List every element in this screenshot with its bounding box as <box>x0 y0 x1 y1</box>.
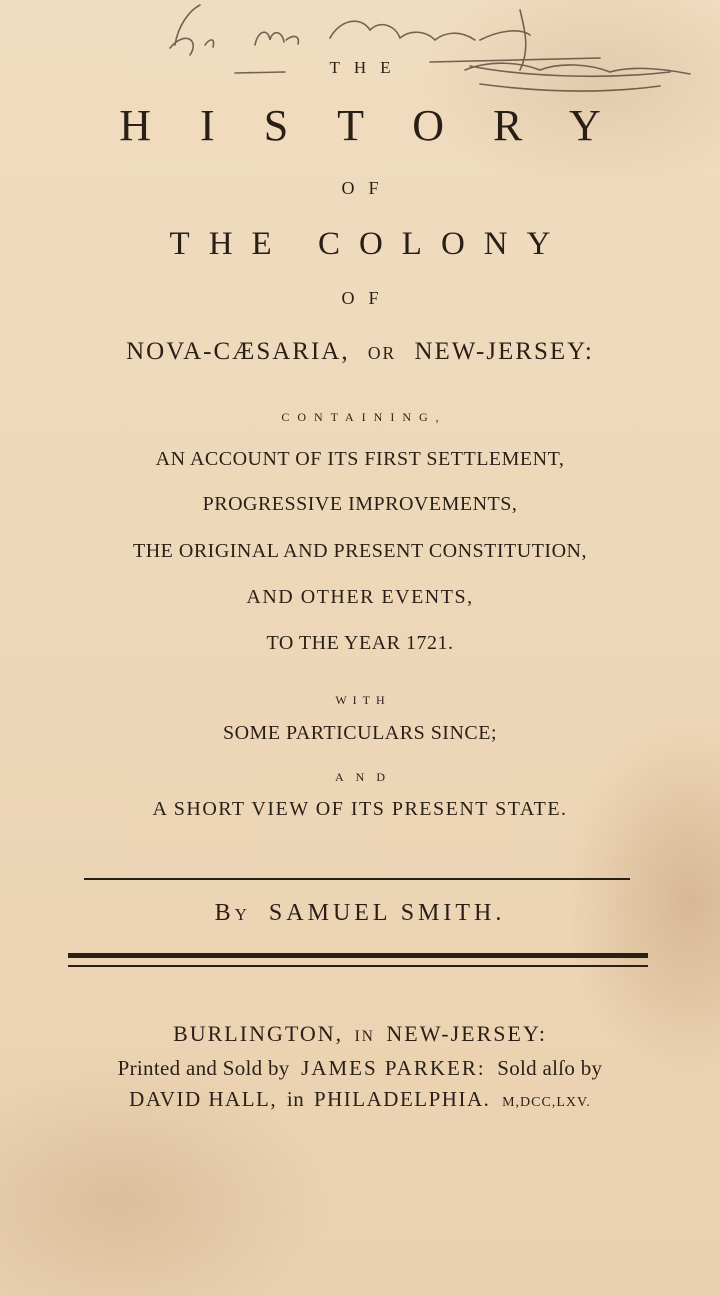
contents-line-1: AN ACCOUNT OF ITS FIRST SETTLEMENT, <box>155 448 565 470</box>
imprint-seller <box>0 1087 720 1112</box>
title-colony-name <box>0 338 720 366</box>
imprint-in-2: in <box>286 1087 305 1111</box>
signature-strokes <box>170 5 690 91</box>
contents-line-3: THE ORIGINAL AND PRESENT CONSTITUTION, <box>133 540 587 562</box>
author-name: SAMUEL SMITH. <box>268 900 506 926</box>
contents-line-6: SOME PARTICULARS SINCE; <box>222 722 498 744</box>
title-or: OR <box>367 343 397 363</box>
contents-line-4: AND OTHER EVENTS, <box>246 586 474 608</box>
contents-line-5: TO THE YEAR 1721. <box>266 632 454 654</box>
author-by: By <box>214 900 251 926</box>
nova-caesaria: NOVA-CÆSARIA, <box>126 338 350 365</box>
contents-line-7: A SHORT VIEW OF ITS PRESENT STATE. <box>152 798 568 820</box>
author-line <box>0 900 720 927</box>
contents-line-2: PROGRESSIVE IMPROVEMENTS, <box>202 493 518 515</box>
imprint-date: M,DCC,LXV. <box>502 1095 591 1110</box>
rule-below-author-thin <box>68 965 648 967</box>
imprint-david-hall: DAVID HALL, <box>129 1087 278 1111</box>
rule-above-author <box>84 878 630 880</box>
with-label: WITH <box>335 693 391 707</box>
title-of-1: OF <box>341 178 393 198</box>
imprint-place <box>0 1021 720 1047</box>
and-label: AND <box>335 770 397 784</box>
rule-below-author-thick <box>68 953 648 958</box>
title-of-2: OF <box>341 288 393 308</box>
imprint-printer <box>0 1056 720 1081</box>
imprint-new-jersey: NEW-JERSEY: <box>386 1021 547 1046</box>
handwritten-inscription <box>0 0 720 100</box>
title-the-colony: THE COLONY <box>169 226 570 262</box>
new-jersey: NEW-JERSEY: <box>414 338 594 365</box>
title-history: HISTORY <box>119 101 650 150</box>
imprint-burlington: BURLINGTON, <box>173 1021 344 1046</box>
imprint-philadelphia: PHILADELPHIA. <box>313 1087 491 1111</box>
containing-label: CONTAINING, <box>281 410 447 424</box>
title-the: THE <box>329 58 405 77</box>
imprint-james-parker: JAMES PARKER: <box>301 1056 486 1080</box>
imprint-sold-also: Sold alſo by <box>497 1056 603 1080</box>
imprint-printed-prefix: Printed and Sold by <box>117 1056 290 1080</box>
imprint-in: IN <box>354 1028 375 1045</box>
